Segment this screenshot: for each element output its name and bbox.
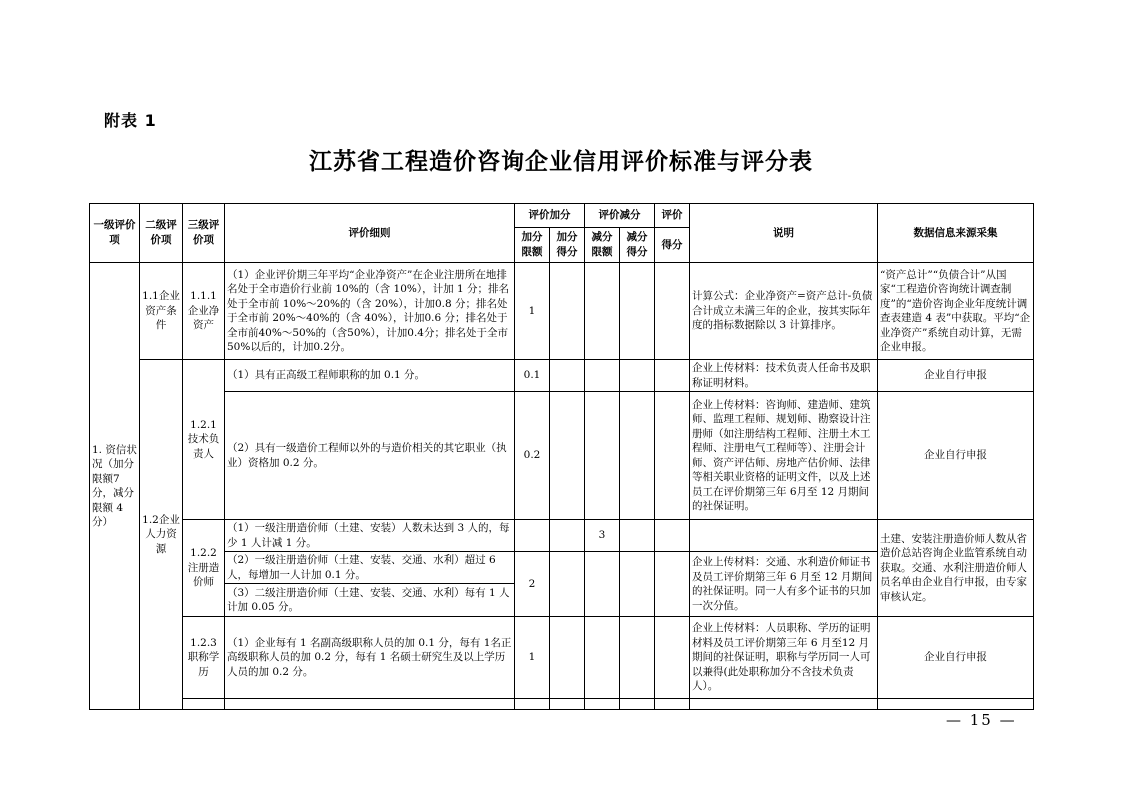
page-title: 江苏省工程造价咨询企业信用评价标准与评分表: [309, 148, 813, 175]
level1-cell: 1. 资信状况（加分限额7分，减分限额 4分）: [90, 263, 140, 710]
deduct-limit-cell: [585, 392, 620, 520]
note-net-assets: 计算公式：企业净资产=资产总计-负债合计成立未满三年的企业，按其实际年度的指标数据除以 3 计算排序。: [690, 263, 878, 360]
empty-cell: [515, 699, 550, 710]
header-add-limit: 加分限额: [515, 228, 550, 263]
add-limit-net-assets: 1: [515, 263, 550, 360]
add-limit-tech-lead-1: 0.1: [515, 360, 550, 392]
deduct-limit-cell: [585, 360, 620, 392]
deduct-score-cell: [620, 520, 655, 552]
score-cell: [655, 552, 690, 617]
note-cost-engineer-23: 企业上传材料：交通、水利造价师证书及员工评价期第三年 6 月至 12 月期间的社保证明。同一人有多个证书的只加一次分值。: [690, 552, 878, 617]
detail-title-degree: （1）企业每有 1 名副高级职称人员的加 0.1 分，每有 1名正高级职称人员的加 0.2 分，每有 1 名硕士研究生及以上学历人员的加 0.2 分。: [225, 617, 515, 699]
page-number: — 15 —: [946, 711, 1017, 729]
empty-cell: [550, 699, 585, 710]
note-tech-lead-2: 企业上传材料：咨询师、建造师、建筑师、监理工程师、规划师、勘察设计注册师（如注册结构工程师、注册土木工程师、注册电气工程师等）、注册会计师、资产评估师、房地产估价师、法律等相关职业资格的证明文件，以及上述员工在评价期第三年 6月至 12 月期间的社保证明。: [690, 392, 878, 520]
table-row: [90, 617, 1034, 699]
add-score-cell: [550, 392, 585, 520]
header-note: 说明: [690, 204, 878, 263]
score-cell: [655, 617, 690, 699]
deduct-score-cell: [620, 552, 655, 617]
empty-cell: [878, 699, 1034, 710]
empty-cell: [183, 699, 225, 710]
level3-net-assets: 1.1.1企业净资产: [183, 263, 225, 360]
deduct-limit-cell: [585, 617, 620, 699]
deduct-limit-cell: [585, 263, 620, 360]
add-limit-tech-lead-2: 0.2: [515, 392, 550, 520]
header-source: 数据信息来源采集: [878, 204, 1034, 263]
add-score-cell: [550, 617, 585, 699]
header-add: 评价加分: [515, 204, 585, 228]
evaluation-table: [89, 203, 1034, 710]
add-score-cell: [550, 263, 585, 360]
detail-tech-lead-1: （1）具有正高级工程师职称的加 0.1 分。: [225, 360, 515, 392]
add-limit-cell: [515, 520, 550, 552]
source-title-degree: 企业自行申报: [878, 617, 1034, 699]
deduct-limit-cost-engineer-1: 3: [585, 520, 620, 552]
detail-cost-engineer-3: （3）二级注册造价师（土建、安装、交通、水利）每有 1 人计加 0.05 分。: [225, 584, 515, 617]
header-add-score: 加分得分: [550, 228, 585, 263]
deduct-limit-cell: [585, 552, 620, 617]
add-limit-title-degree: 1: [515, 617, 550, 699]
header-deduct-limit: 减分限额: [585, 228, 620, 263]
source-cost-engineer: 土建、安装注册造价师人数从省造价总站咨询企业监管系统自动获取。交通、水利注册造价师人员名单由企业自行申报，由专家审核认定。: [878, 520, 1034, 617]
empty-cell: [690, 699, 878, 710]
score-cell: [655, 360, 690, 392]
empty-cell: [585, 699, 620, 710]
empty-cell: [655, 699, 690, 710]
header-level1: 一级评价项: [90, 204, 140, 263]
add-score-cell: [550, 520, 585, 552]
deduct-score-cell: [620, 617, 655, 699]
source-tech-lead-2: 企业自行申报: [878, 392, 1034, 520]
add-limit-cost-engineer-23: 2: [515, 552, 550, 617]
level3-tech-lead: 1.2.1技术负责人: [183, 360, 225, 520]
detail-tech-lead-2: （2）具有一级造价工程师以外的与造价相关的其它职业（执业）资格加 0.2 分。: [225, 392, 515, 520]
source-tech-lead-1: 企业自行申报: [878, 360, 1034, 392]
header-detail: 评价细则: [225, 204, 515, 263]
add-score-cell: [550, 360, 585, 392]
detail-net-assets: （1）企业评价期三年平均“企业净资产”在企业注册所在地排名处于全市造价行业前 10%的（含 10%），计加 1 分；排名处于全市前 10%～20%的（含 20%），计加0.8 分；排名处于全市前 20%～40%的（含 40%），计加0.6 分；排名处于全市前40%～50%的（含50%），计加0.4分；排名处于全市50%以后的，计加0.2分。: [225, 263, 515, 360]
header-score: 得分: [655, 228, 690, 263]
level3-cost-engineer: 1.2.2注册造价师: [183, 520, 225, 617]
empty-cell: [620, 699, 655, 710]
score-cell: [655, 263, 690, 360]
table-row: [90, 392, 1034, 520]
header-deduct-score: 减分得分: [620, 228, 655, 263]
header-eval: 评价: [655, 204, 690, 228]
add-score-cell: [550, 552, 585, 617]
note-cell: [690, 520, 878, 552]
table-row: [90, 263, 1034, 360]
table-row: [90, 520, 1034, 552]
note-tech-lead-1: 企业上传材料：技术负责人任命书及职称证明材料。: [690, 360, 878, 392]
source-net-assets: “资产总计”“负债合计”从国家“工程造价咨询统计调查制度”的“造价咨询企业年度统计调查表建造 4 表”中获取。平均“企业净资产”系统自动计算，无需企业申报。: [878, 263, 1034, 360]
table-row: [90, 699, 1034, 710]
level3-title-degree: 1.2.3职称学历: [183, 617, 225, 699]
deduct-score-cell: [620, 263, 655, 360]
detail-cost-engineer-2: （2）一级注册造价师（土建、安装、交通、水利）超过 6 人，每增加一人计加 0.1 分。: [225, 552, 515, 584]
level2-hr: 1.2企业人力资源: [140, 360, 183, 710]
header-deduct: 评价减分: [585, 204, 655, 228]
score-cell: [655, 392, 690, 520]
note-title-degree: 企业上传材料：人员职称、学历的证明材料及员工评价期第三年 6 月至12 月期间的社保证明，职称与学历同一人可以兼得(此处职称加分不含技术负责人）。: [690, 617, 878, 699]
detail-cost-engineer-1: （1）一级注册造价师（土建、安装）人数未达到 3 人的，每少 1 人计减 1 分。: [225, 520, 515, 552]
table-header-row-1: [90, 204, 1034, 228]
deduct-score-cell: [620, 392, 655, 520]
table-row: [90, 360, 1034, 392]
header-level2: 二级评价项: [140, 204, 183, 263]
score-cell: [655, 520, 690, 552]
level2-assets: 1.1企业资产条件: [140, 263, 183, 360]
appendix-label: 附表 1: [104, 111, 157, 130]
empty-cell: [225, 699, 515, 710]
header-level3: 三级评价项: [183, 204, 225, 263]
deduct-score-cell: [620, 360, 655, 392]
